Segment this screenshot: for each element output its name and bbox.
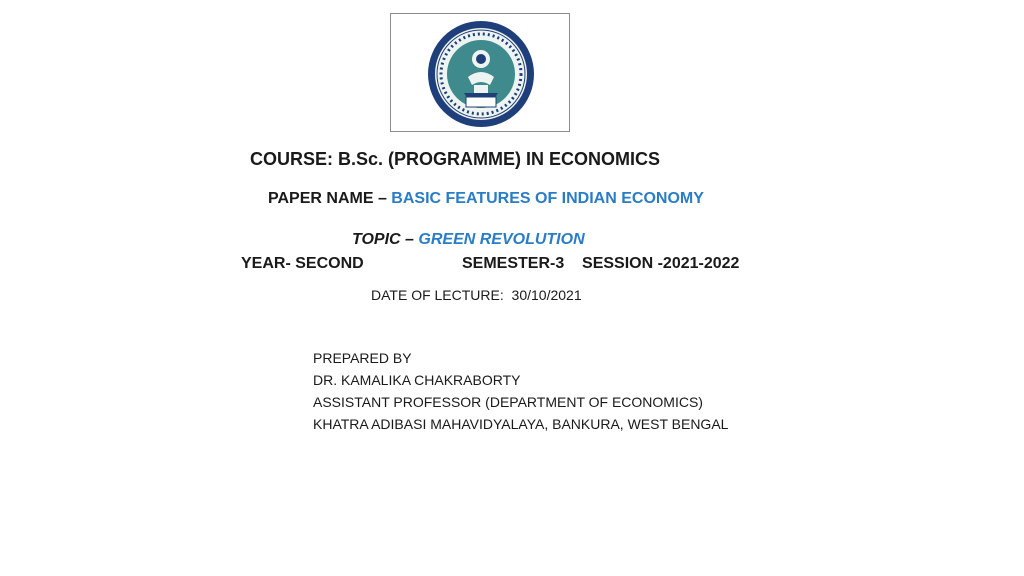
topic	[352, 231, 585, 249]
college-seal-icon	[426, 19, 536, 129]
paper-prefix: PAPER NAME –	[268, 190, 392, 207]
course-title: COURSE: B.Sc. (PROGRAMME) IN ECONOMICS	[250, 149, 661, 169]
author-designation: ASSISTANT PROFESSOR (DEPARTMENT OF ECONOMICS)	[313, 394, 703, 410]
prepared-by-heading: PREPARED BY	[313, 350, 412, 366]
paper-name	[268, 190, 704, 208]
year-label: YEAR- SECOND	[241, 255, 364, 272]
semester-session-label: SEMESTER-3 SESSION -2021-2022	[462, 255, 740, 272]
prepared-by-block	[313, 347, 728, 435]
topic-title: GREEN REVOLUTION	[418, 231, 585, 248]
topic-prefix: TOPIC –	[352, 231, 419, 248]
logo-frame	[390, 13, 570, 132]
paper-title: BASIC FEATURES OF INDIAN ECONOMY	[391, 190, 704, 207]
author-name: DR. KAMALIKA CHAKRABORTY	[313, 372, 521, 388]
author-institution: KHATRA ADIBASI MAHAVIDYALAYA, BANKURA, WEST BENGAL	[313, 416, 729, 432]
lecture-date: DATE OF LECTURE: 30/10/2021	[371, 287, 582, 303]
